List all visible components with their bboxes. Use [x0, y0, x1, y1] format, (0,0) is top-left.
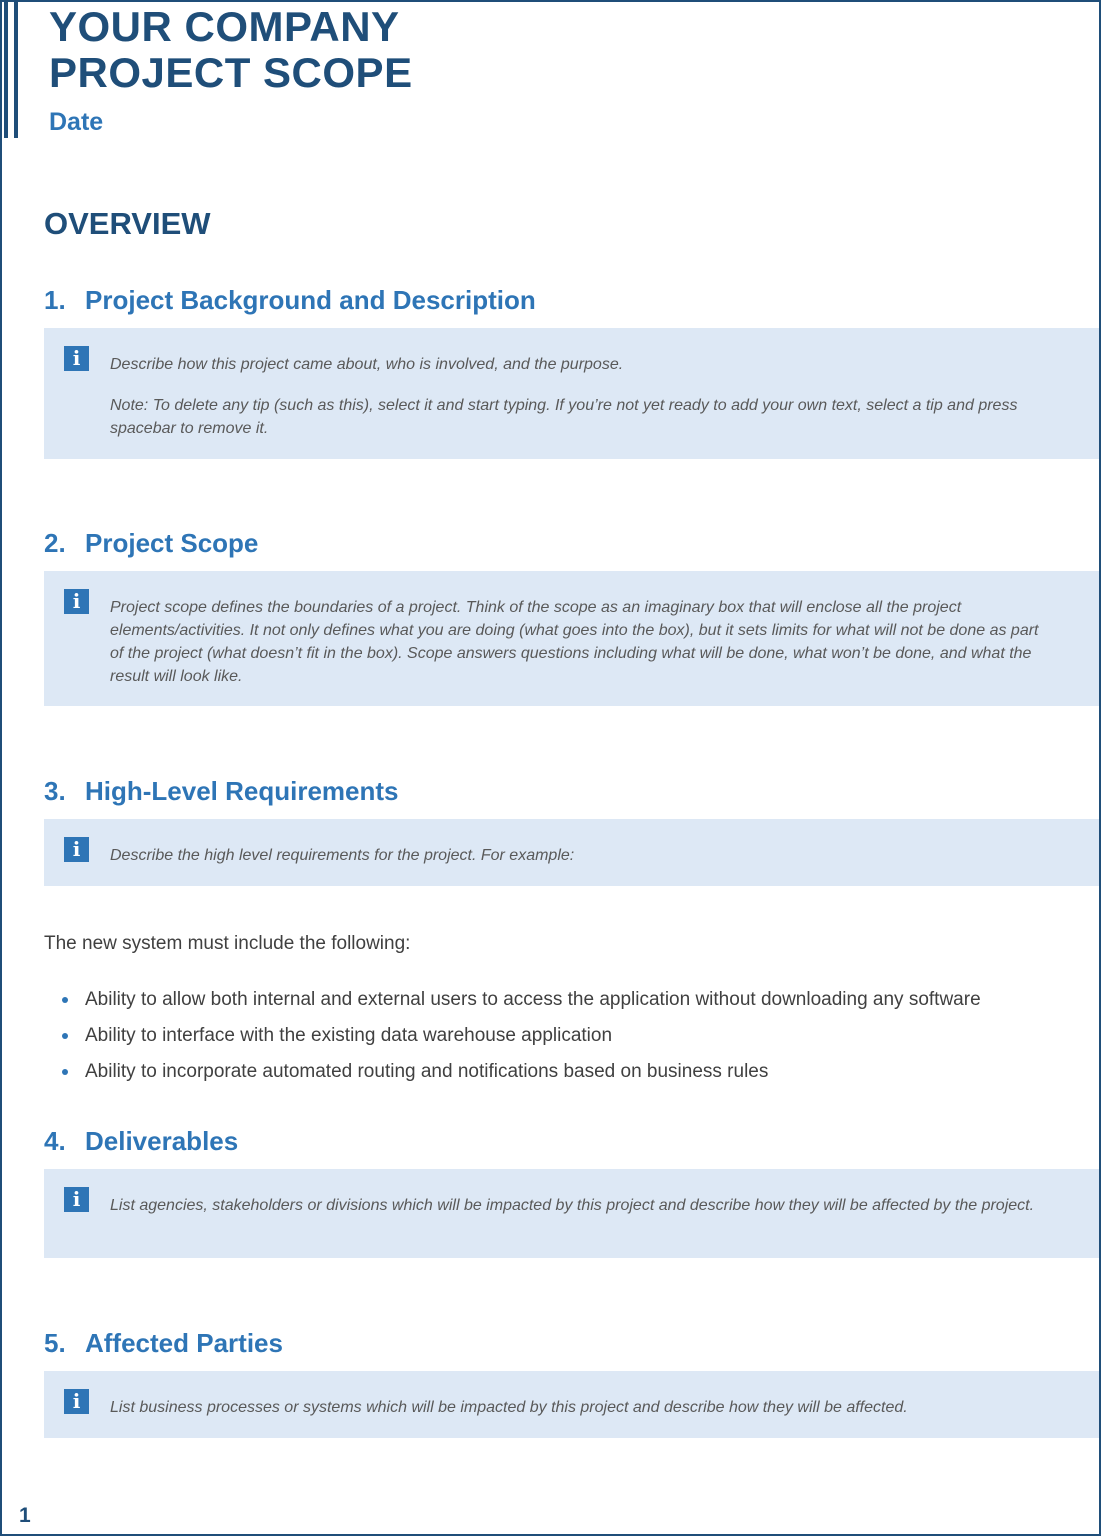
section-title: Project Scope	[85, 528, 259, 558]
tip-paragraph: Note: To delete any tip (such as this), select it and start typing. If you’re not yet ready to add your own text, select a tip and press spacebar to remove it.	[110, 397, 1018, 437]
tip-paragraph: List agencies, stakeholders or divisions which will be impacted by this project and describe how they will be affected by the project.	[110, 1197, 1035, 1214]
tip-box[interactable]	[44, 328, 1101, 459]
section-title: Project Background and Description	[85, 285, 536, 315]
bullet-icon	[62, 1069, 68, 1075]
tip-paragraph: List business processes or systems which will be impacted by this project and describe how they will be affected.	[110, 1399, 908, 1416]
list-item	[44, 1018, 981, 1054]
tip-box[interactable]	[44, 1371, 1101, 1438]
list-item-text: Ability to allow both internal and external users to access the application without downloading any software	[85, 989, 981, 1010]
section-heading-deliverables	[44, 1126, 238, 1157]
list-item-text: Ability to incorporate automated routing and notifications based on business rules	[85, 1061, 769, 1082]
document-date: Date	[49, 108, 104, 136]
section-heading-scope	[44, 528, 258, 559]
title-line-1: YOUR COMPANY	[49, 3, 400, 50]
section-number: 2.	[44, 528, 66, 558]
info-icon: i	[64, 1389, 89, 1414]
overview-heading: OVERVIEW	[44, 206, 211, 241]
tip-text	[110, 1396, 1039, 1437]
tip-box[interactable]	[44, 1169, 1101, 1258]
info-icon: i	[64, 589, 89, 614]
tip-box[interactable]	[44, 571, 1101, 706]
section-number: 5.	[44, 1328, 66, 1358]
section-title: Affected Parties	[85, 1328, 283, 1358]
title-line-2: PROJECT SCOPE	[49, 49, 413, 96]
tip-text	[110, 353, 1039, 458]
section-heading-affected-parties	[44, 1328, 283, 1359]
list-item	[44, 982, 981, 1018]
section-heading-background	[44, 285, 536, 316]
info-icon: i	[64, 1187, 89, 1212]
requirements-list	[44, 982, 981, 1090]
section-number: 1.	[44, 285, 66, 315]
header-accent-bar	[14, 2, 18, 138]
requirements-intro: The new system must include the following:	[44, 933, 411, 954]
list-item-text: Ability to interface with the existing data warehouse application	[85, 1025, 613, 1046]
bullet-icon	[62, 1033, 68, 1039]
header-accent-bar	[4, 2, 8, 138]
page-number: 1	[19, 1504, 31, 1527]
tip-paragraph: Describe how this project came about, who is involved, and the purpose.	[110, 356, 624, 373]
section-number: 4.	[44, 1126, 66, 1156]
tip-text	[110, 844, 1039, 885]
section-number: 3.	[44, 776, 66, 806]
tip-text	[110, 596, 1039, 706]
tip-text	[110, 1194, 1039, 1235]
tip-paragraph: Project scope defines the boundaries of a project. Think of the scope as an imaginary box that will enclose all the project elements/activities. It not only defines what you are doing (what goes into the box), but it sets limits for what will not be done as part of the project (what doesn’t fit in the box). Scope answers questions including what will be done, what won’t be done, and what the result will look like.	[110, 599, 1039, 685]
tip-paragraph: Describe the high level requirements for the project. For example:	[110, 847, 575, 864]
list-item	[44, 1054, 981, 1090]
bullet-icon	[62, 997, 68, 1003]
section-heading-requirements	[44, 776, 399, 807]
document-title	[49, 4, 413, 96]
info-icon: i	[64, 346, 89, 371]
section-title: Deliverables	[85, 1126, 239, 1156]
tip-box[interactable]	[44, 819, 1101, 886]
info-icon: i	[64, 837, 89, 862]
section-title: High-Level Requirements	[85, 776, 399, 806]
